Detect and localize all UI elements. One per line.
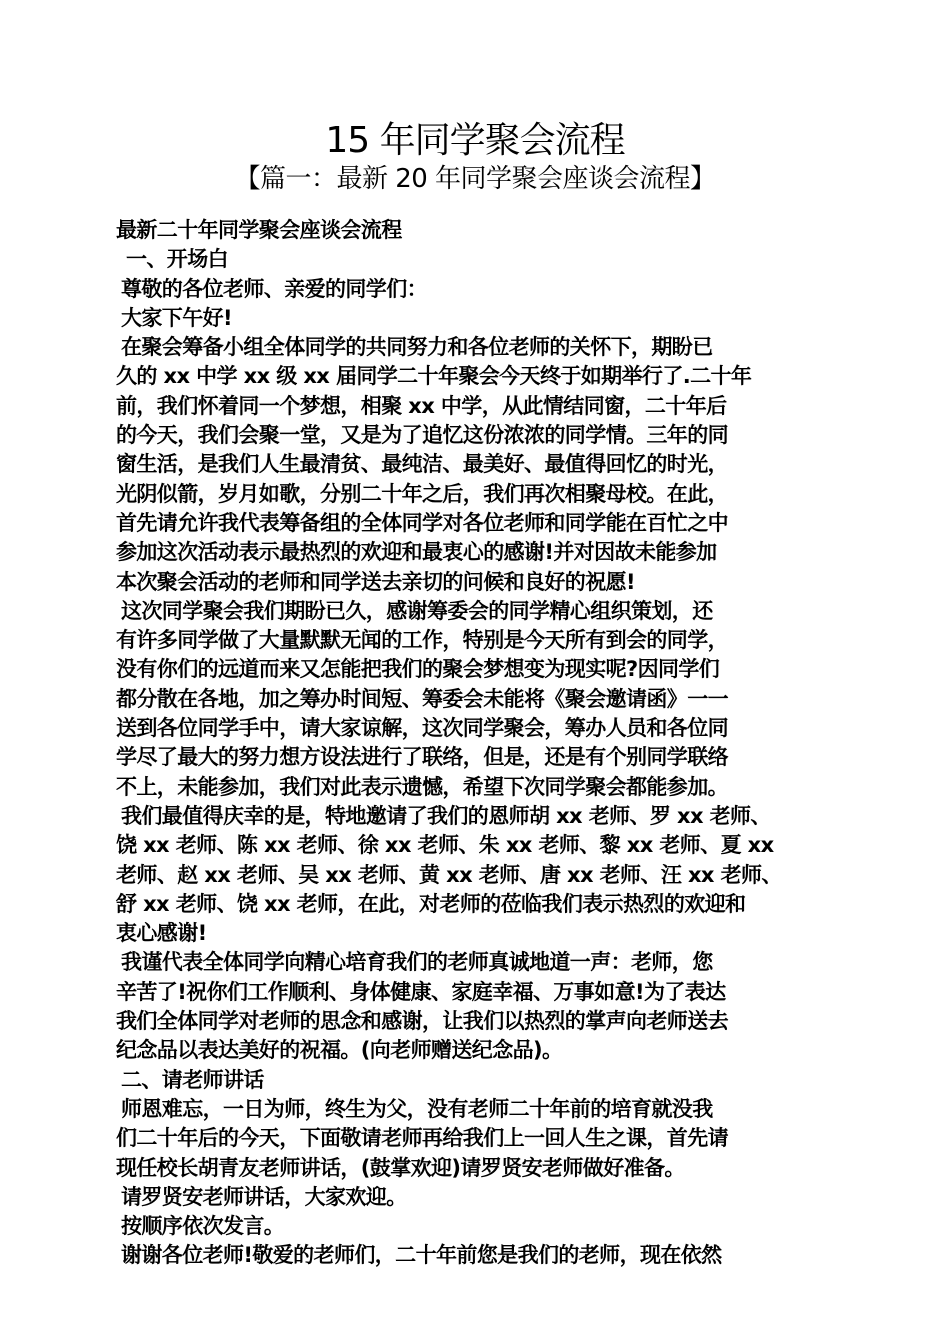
paragraph-line: 我们全体同学对老师的思念和感谢，让我们以热烈的掌声向老师送去 [116, 1009, 728, 1034]
paragraph-line: 不上，未能参加，我们对此表示遗憾，希望下次同学聚会都能参加。 [116, 774, 728, 799]
paragraph-line: 光阴似箭，岁月如歌，分别二十年之后，我们再次相聚母校。在此， [116, 481, 728, 506]
paragraph-line: 久的 xx 中学 xx 级 xx 届同学二十年聚会今天终于如期举行了.二十年 [116, 364, 752, 389]
paragraph-line: 舒 xx 老师、饶 xx 老师，在此，对老师的莅临我们表示热烈的欢迎和 [116, 891, 746, 916]
paragraph-line: 本次聚会活动的老师和同学送去亲切的问候和良好的祝愿! [116, 569, 635, 594]
paragraph-line: 现任校长胡青友老师讲话，(鼓掌欢迎)请罗贤安老师做好准备。 [116, 1155, 685, 1180]
paragraph-line: 窗生活，是我们人生最清贫、最纯洁、最美好、最值得回忆的时光， [116, 452, 728, 477]
paragraph-line: 我谨代表全体同学向精心培育我们的老师真诚地道一声：老师，您 [121, 950, 713, 975]
paragraph-line: 学尽了最大的努力想方设法进行了联络，但是，还是有个别同学联络 [116, 745, 728, 770]
paragraph-line: 请罗贤安老师讲话，大家欢迎。 [121, 1184, 407, 1209]
paragraph-line: 前，我们怀着同一个梦想，相聚 xx 中学，从此情结同窗，二十年后 [116, 393, 727, 418]
paragraph-line: 在聚会筹备小组全体同学的共同努力和各位老师的关怀下，期盼已 [121, 335, 713, 360]
paragraph-line: 纪念品以表达美好的祝福。(向老师赠送纪念品)。 [116, 1038, 563, 1063]
paragraph-line: 衷心感谢! [116, 921, 207, 946]
paragraph-line: 的今天，我们会聚一堂，又是为了追忆这份浓浓的同学情。三年的同 [116, 423, 728, 448]
paragraph-line: 饶 xx 老师、陈 xx 老师、徐 xx 老师、朱 xx 老师、黎 xx 老师、夏 xx [116, 833, 774, 858]
salutation: 尊敬的各位老师、亲爱的同学们： [121, 276, 427, 301]
paragraph-line: 按顺序依次发言。 [121, 1214, 285, 1239]
document-subtitle: 【篇一：最新 20 年同学聚会座谈会流程】 [234, 164, 716, 194]
paragraph-line: 们二十年后的今天，下面敬请老师再给我们上一回人生之课，首先请 [116, 1126, 728, 1151]
paragraph-line: 有许多同学做了大量默默无闻的工作，特别是今天所有到会的同学， [116, 628, 728, 653]
paragraph-line: 送到各位同学手中，请大家谅解，这次同学聚会，筹办人员和各位同 [116, 716, 728, 741]
paragraph-line: 没有你们的远道而来又怎能把我们的聚会梦想变为现实呢?因同学们 [116, 657, 720, 682]
paragraph-line: 谢谢各位老师!敬爱的老师们，二十年前您是我们的老师，现在依然 [121, 1243, 722, 1268]
paragraph-line: 师恩难忘，一日为师，终生为父，没有老师二十年前的培育就没我 [121, 1096, 713, 1121]
greeting: 大家下午好! [121, 305, 232, 330]
document-body [116, 216, 856, 1271]
paragraph-line: 首先请允许我代表筹备组的全体同学对各位老师和同学能在百忙之中 [116, 510, 728, 535]
paragraph-line: 参加这次活动表示最热烈的欢迎和最衷心的感谢!并对因故未能参加 [116, 540, 717, 565]
document-title: 15 年同学聚会流程 [325, 120, 625, 161]
paragraph-line: 辛苦了!祝你们工作顺利、身体健康、家庭幸福、万事如意!为了表达 [116, 979, 726, 1004]
paragraph-line: 我们最值得庆幸的是，特地邀请了我们的恩师胡 xx 老师、罗 xx 老师、 [121, 803, 771, 828]
paragraph-line: 这次同学聚会我们期盼已久，感谢筹委会的同学精心组织策划，还 [121, 598, 713, 623]
section-heading: 二、请老师讲话 [121, 1067, 264, 1092]
section-heading: 最新二十年同学聚会座谈会流程 [116, 218, 402, 242]
section-heading: 一、开场白 [126, 247, 228, 272]
paragraph-line: 都分散在各地，加之筹办时间短、筹委会未能将《聚会邀请函》一一 [116, 686, 728, 711]
paragraph-line: 老师、赵 xx 老师、吴 xx 老师、黄 xx 老师、唐 xx 老师、汪 xx 老师、 [116, 862, 782, 887]
